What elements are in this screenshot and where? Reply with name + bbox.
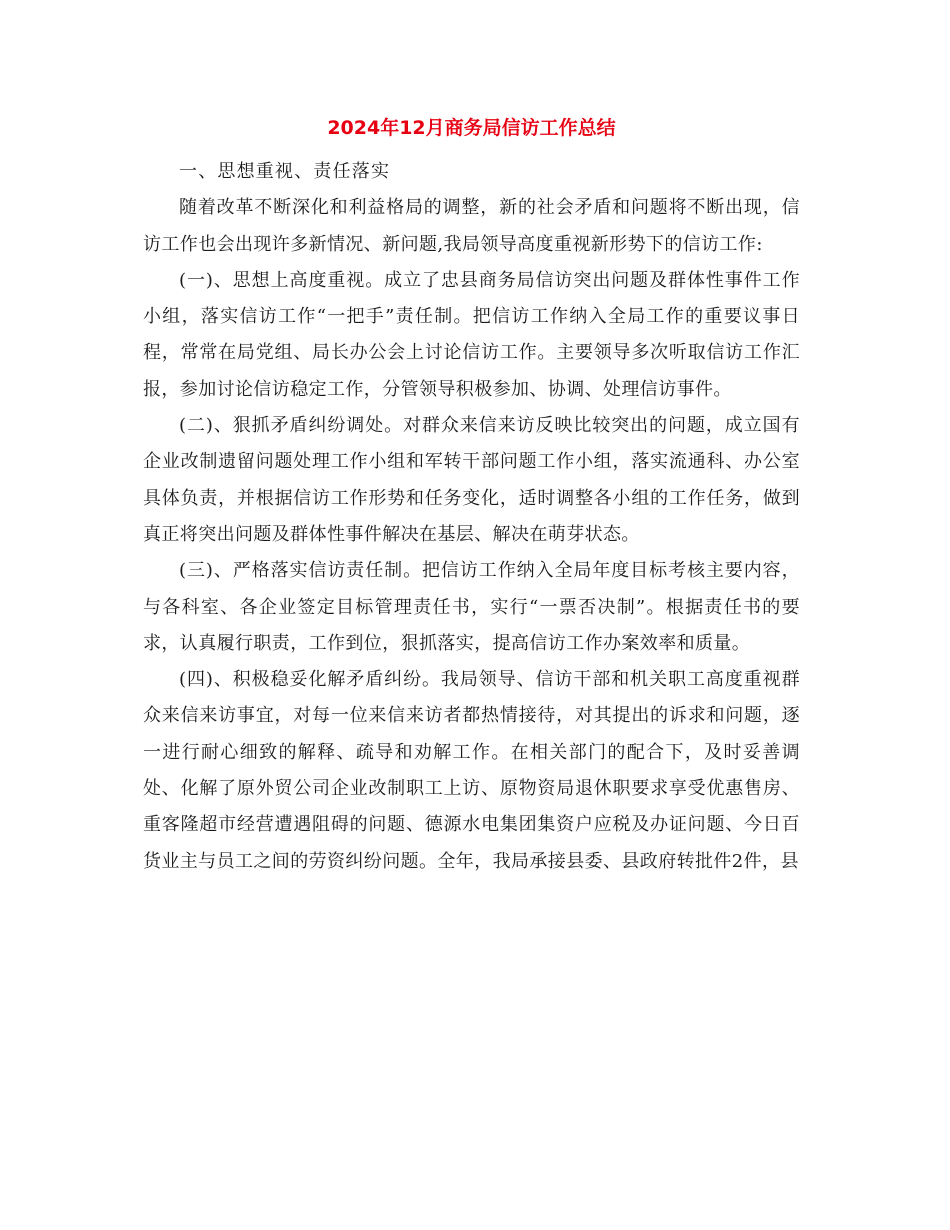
paragraph-item-2: (二)、狠抓矛盾纠纷调处。对群众来信来访反映比较突出的问题，成立国有企业改制遗留问题处理工作小组和军转干部问题工作小组，落实流通科、办公室具体负责，并根据信访工作形势和任务变化，适时调整各小组的工作任务，做到真正将突出问题及群体性事件解决在基层、解决在萌芽状态。 [143,415,800,545]
paragraph-item-1: (一)、思想上高度重视。成立了忠县商务局信访突出问题及群体性事件工作小组，落实信访工作“一把手”责任制。把信访工作纳入全局工作的重要议事日程，常常在局党组、局长办公会上讨论信访工作。主要领导多次听取信访工作汇报，参加讨论信访稳定工作，分管领导积极参加、协调、处理信访事件。 [143,269,800,400]
paragraph-item-4: (四)、积极稳妥化解矛盾纠纷。我局领导、信访干部和机关职工高度重视群众来信来访事宜，对每一位来信来访者都热情接待，对其提出的诉求和问题，逐一进行耐心细致的解释、疏导和劝解工作。在相关部门的配合下，及时妥善调处、化解了原外贸公司企业改制职工上访、原物资局退休职要求享受优惠售房、重客隆超市经营遭遇阻碍的问题、德源水电集团集资户应税及办证问题、今日百货业主与员工之间的劳资纠纷问题。全年，我局承接县委、县政府转批件2件，县 [143,669,800,872]
paragraph-intro: 随着改革不断深化和利益格局的调整，新的社会矛盾和问题将不断出现，信访工作也会出现许多新情况、新问题,我局领导高度重视新形势下的信访工作: [143,197,800,255]
document-title: 2024年12月商务局信访工作总结 [327,117,616,139]
section-heading: 一、思想重视、责任落实 [179,161,391,182]
paragraph-item-3: (三)、严格落实信访责任制。把信访工作纳入全局年度目标考核主要内容，与各科室、各企业签定目标管理责任书，实行“一票否决制”。根据责任书的要求，认真履行职责，工作到位，狠抓落实，提高信访工作办案效率和质量。 [143,560,800,654]
